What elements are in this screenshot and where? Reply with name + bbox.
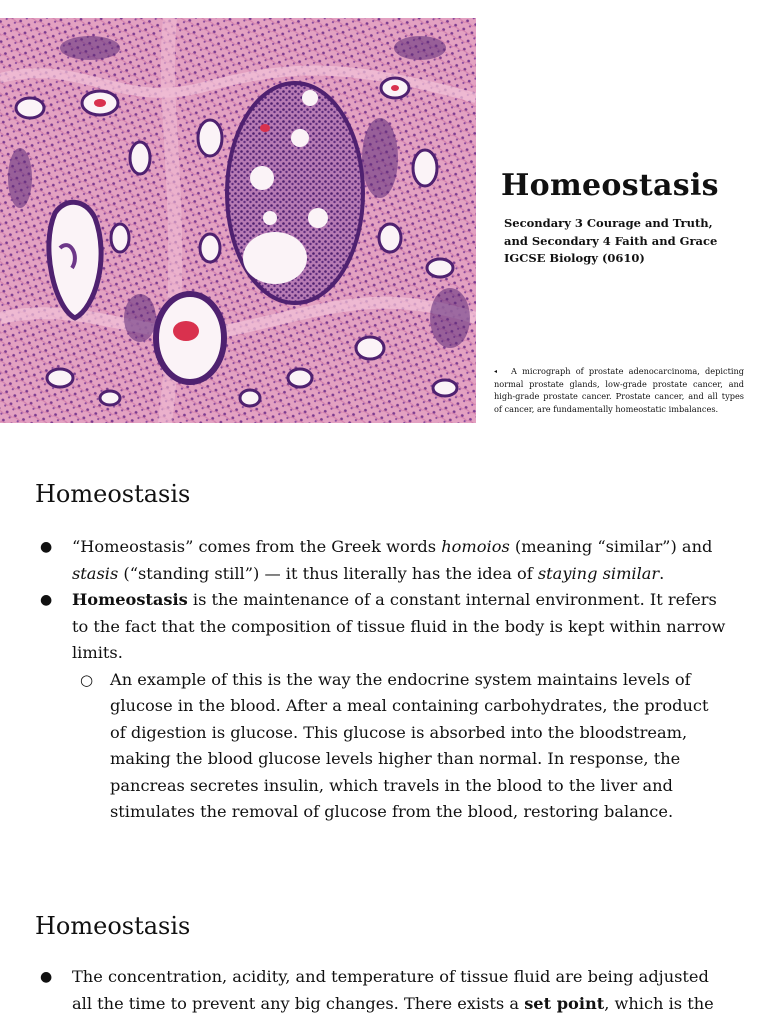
text-run: (meaning “similar”) and: [509, 537, 713, 556]
section-homeostasis-definition: [0, 476, 768, 826]
text-run: , which is the: [604, 993, 714, 1013]
section-homeostasis-set-point: [0, 908, 768, 1017]
bullet-marker: ●: [40, 969, 53, 985]
key-term: Homeostasis: [72, 590, 188, 609]
text-run: (“standing still”) — it thus literally has the idea of: [118, 563, 538, 583]
text-run: .: [659, 563, 665, 583]
image-caption-text: A micrograph of prostate adenocarcinoma, depicting normal prostate glands, low-grade prostate cancer, and high-grade prostate cancer. Prostate cancer, and all types of cancer, are fundamentally homeostatic imbalances.: [494, 366, 744, 414]
greek-word: stasis: [72, 563, 119, 583]
text-run: The concentration, acidity, and temperature of tissue fluid are being adjusted all the time to prevent any big changes. There exists a: [72, 967, 709, 1013]
section-title: Homeostasis: [35, 480, 191, 508]
list-item: [0, 964, 768, 1017]
bullet-marker: ●: [40, 592, 53, 608]
text-run: An example of this is the way the endocrine system maintains levels of glucose in the blood. After a meal containing carbohydrates, the product of digestion is glucose. This glucose is absorbed into the bloodstream, making the blood glucose levels higher than normal. In response, the pancreas secretes insulin, which travels in the blood to the liver and stimulates the removal of glucose from the blood, restoring balance.: [110, 669, 709, 821]
sub-list-item: [72, 667, 734, 826]
subtitle-line: IGCSE Biology (0610): [504, 251, 645, 265]
subtitle-line: Secondary 3 Courage and Truth,: [504, 216, 713, 230]
text-run: is the maintenance of a constant internal environment. It refers to the fact that the composition of tissue fluid in the body is kept within narrow limits.: [72, 590, 726, 662]
text-run: “Homeostasis” comes from the Greek words: [72, 537, 442, 556]
caption-bullet-icon: ◂: [494, 368, 498, 375]
slide-title: Homeostasis: [501, 168, 719, 203]
section-title: Homeostasis: [35, 912, 191, 940]
image-caption: [494, 365, 744, 415]
sub-bullet-marker: ○: [80, 670, 94, 689]
bullet-list: [0, 534, 768, 826]
key-term: set point: [524, 993, 605, 1013]
list-item: [0, 587, 768, 826]
bullet-marker: ●: [40, 539, 53, 555]
slide-subtitle: [504, 215, 754, 268]
subtitle-line: and Secondary 4 Faith and Grace: [504, 233, 718, 248]
emphasis: staying similar: [537, 563, 660, 583]
micrograph-image: [0, 18, 476, 423]
greek-word: homoios: [441, 537, 510, 556]
sub-bullet-list: [72, 667, 734, 826]
list-item: [0, 534, 768, 587]
title-slide: [0, 0, 768, 440]
bullet-list: [0, 964, 768, 1017]
